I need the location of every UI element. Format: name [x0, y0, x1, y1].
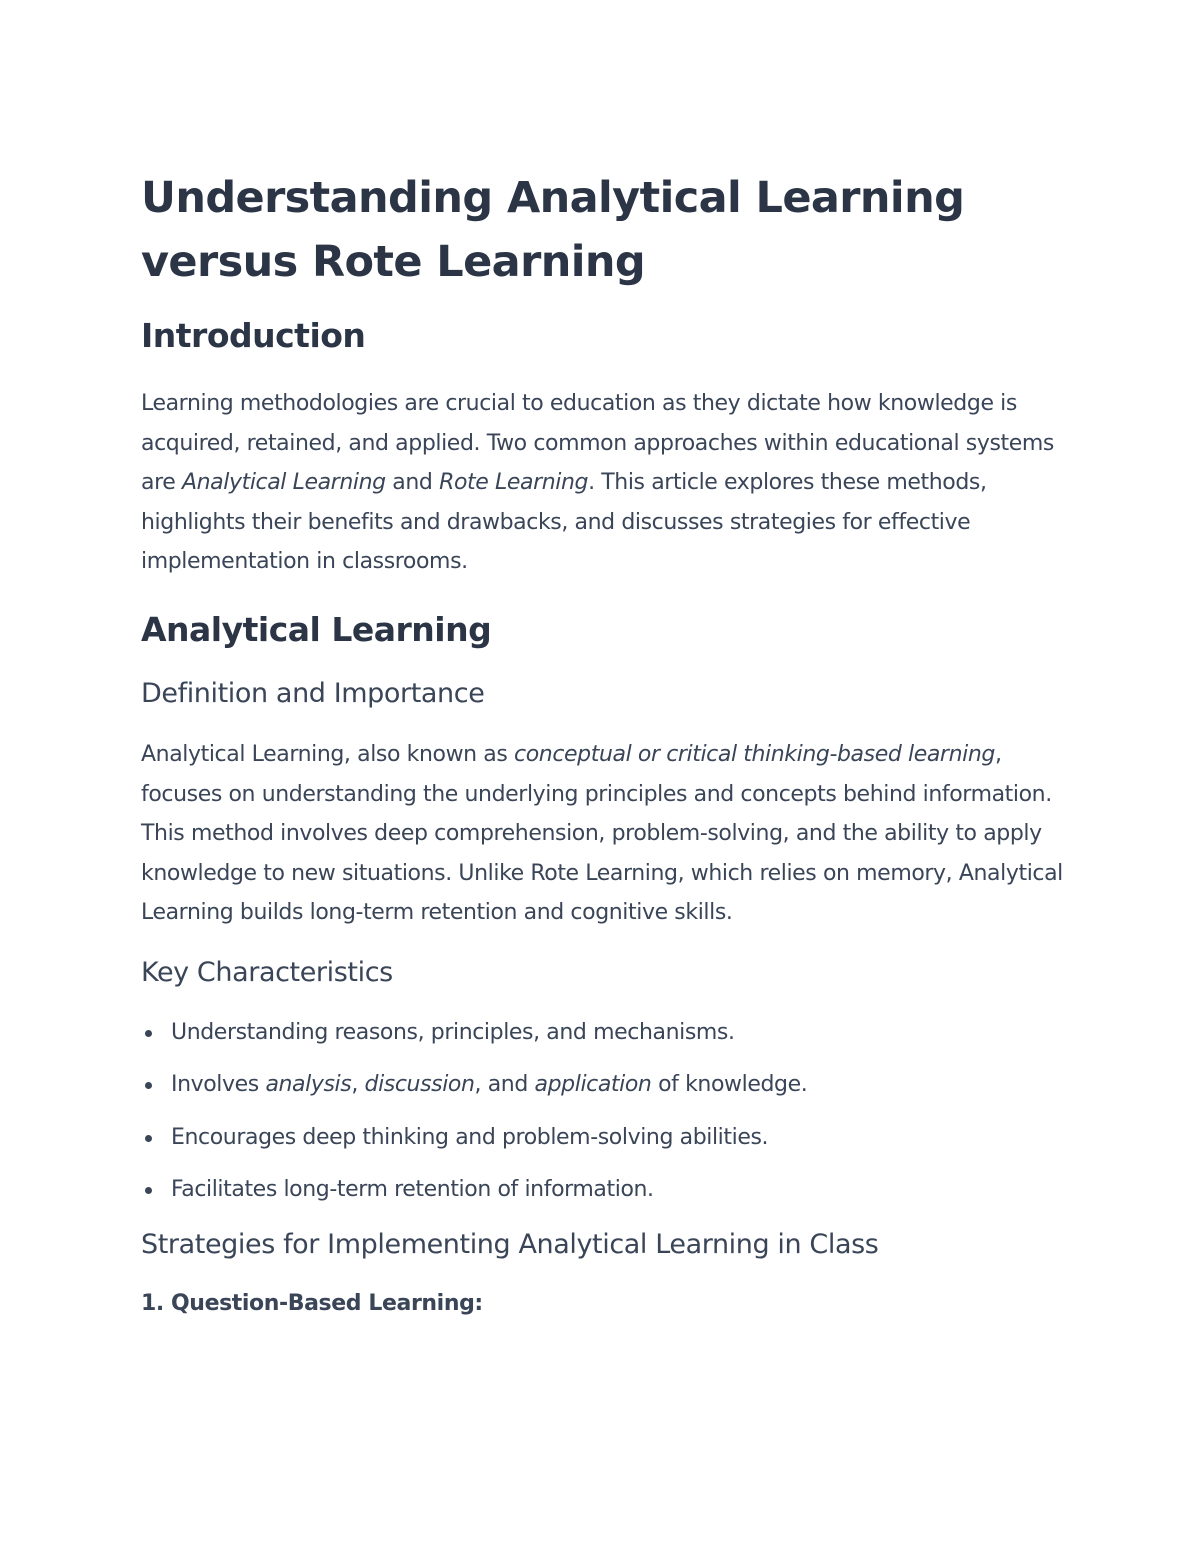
title-line-1: Understanding Analytical Learning [141, 173, 965, 223]
definition-text-2: , focuses on understanding the underlying principles and concepts behind information. This method involves deep comprehension, problem-solving, and the ability to apply knowledge to new situations. Unlike Rote Learning, which relies on memory, Analytical Learning builds long-term retention and cognitive skills. [141, 741, 1063, 926]
document-title [141, 166, 1071, 294]
intro-emphasis-rote: Rote Learning [439, 470, 589, 496]
intro-emphasis-analytical: Analytical Learning [181, 470, 386, 496]
analytical-learning-heading: Analytical Learning [141, 609, 492, 649]
intro-text-1: Learning methodologies are crucial to education as they dictate how knowledge is acquired, retained, and applied. Two common approaches within educational systems are [141, 391, 1054, 496]
definition-text-1: Analytical Learning, also known as [141, 741, 515, 767]
document-content [141, 166, 1071, 1320]
key-characteristics-heading: Key Characteristics [141, 956, 393, 988]
introduction-paragraph [141, 384, 1071, 582]
strategy-label: Question-Based Learning: [171, 1290, 483, 1316]
key-characteristics-list [141, 1017, 1071, 1207]
strategies-list [141, 1288, 1071, 1320]
characteristic-emphasis-discussion: discussion [364, 1072, 475, 1098]
introduction-heading: Introduction [141, 316, 366, 355]
characteristic-text: Understanding reasons, principles, and mechanisms. [171, 1019, 735, 1045]
characteristic-text: Facilitates long-term retention of information. [171, 1177, 654, 1203]
characteristic-emphasis-analysis: analysis [265, 1072, 352, 1098]
definition-emphasis: conceptual or critical thinking-based learning [514, 741, 995, 767]
characteristic-emphasis-application: application [534, 1072, 652, 1098]
intro-text-2: and [385, 470, 440, 496]
title-line-2: versus Rote Learning [141, 237, 646, 287]
list-item [141, 1122, 1071, 1154]
list-number: 1 [141, 1290, 156, 1316]
list-item [141, 1017, 1071, 1049]
characteristic-sep-2: , and [474, 1072, 535, 1098]
list-item [141, 1174, 1071, 1206]
definition-paragraph [141, 735, 1071, 933]
characteristic-text: Encourages deep thinking and problem-solving abilities. [171, 1124, 769, 1150]
definition-heading: Definition and Importance [141, 677, 485, 709]
list-item [141, 1069, 1071, 1101]
characteristic-sep-1: , [351, 1072, 365, 1098]
intro-text-3: . This article explores these methods, highlights their benefits and drawbacks, and discusses strategies for effective implementation in classrooms. [141, 470, 987, 575]
characteristic-text-post: of knowledge. [651, 1072, 808, 1098]
characteristic-text-pre: Involves [171, 1072, 266, 1098]
strategies-heading: Strategies for Implementing Analytical Learning in Class [141, 1228, 879, 1260]
list-item: 1. Question-Based Learning: [141, 1288, 1071, 1320]
